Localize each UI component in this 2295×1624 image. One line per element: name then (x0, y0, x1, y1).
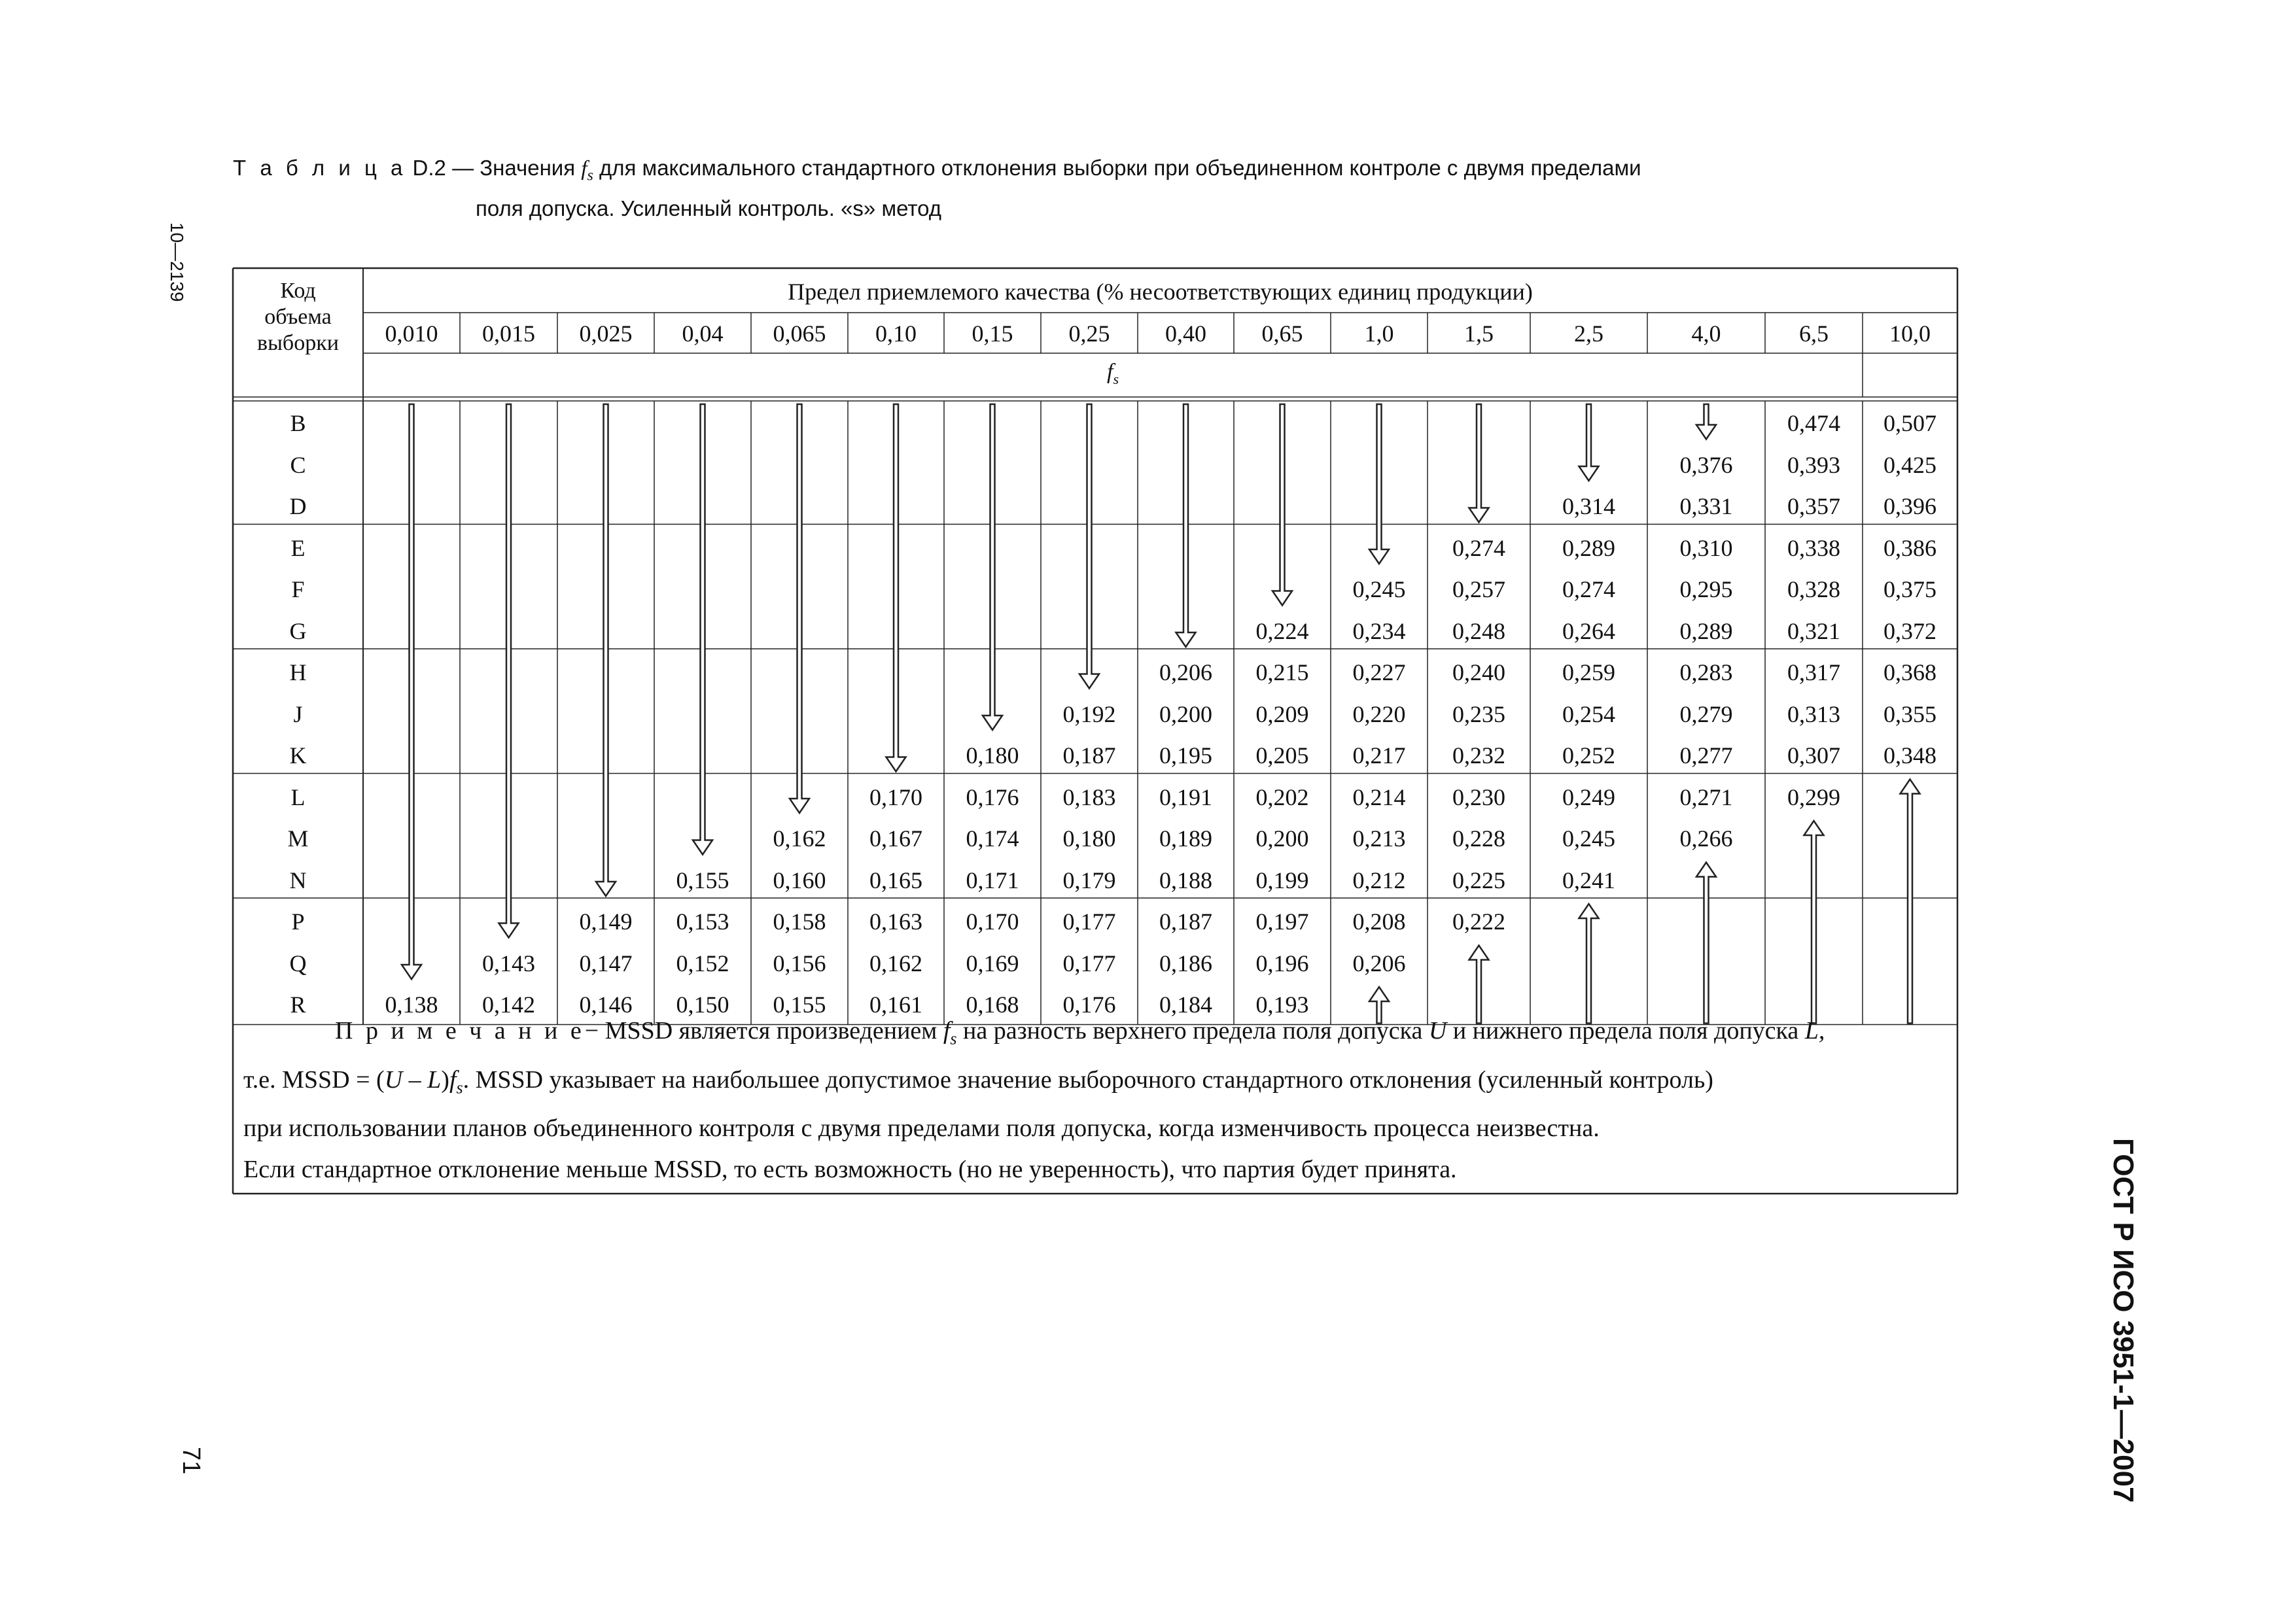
fs-value: 0,248 (1452, 617, 1505, 644)
fs-value: 0,254 (1562, 700, 1615, 727)
code-label: R (290, 992, 306, 1018)
fs-value: 0,161 (869, 992, 922, 1018)
code-label: J (293, 700, 303, 727)
fs-value: 0,200 (1255, 825, 1309, 852)
fs-value: 0,142 (482, 992, 535, 1018)
code-label: K (289, 742, 307, 769)
fs-value: 0,174 (966, 825, 1019, 852)
fs-value: 0,187 (1159, 908, 1212, 935)
fs-value: 0,196 (1255, 950, 1309, 976)
down-arrow (1469, 404, 1489, 523)
fs-value: 0,245 (1352, 576, 1406, 602)
code-label: Q (289, 950, 307, 976)
down-arrow (402, 404, 421, 979)
fs-value: 0,249 (1562, 784, 1615, 810)
fs-value: 0,277 (1679, 742, 1733, 769)
fs-value: 0,310 (1679, 534, 1733, 561)
fs-value: 0,317 (1787, 659, 1840, 685)
fs-value: 0,177 (1062, 908, 1116, 935)
down-arrow (693, 404, 712, 855)
fs-value: 0,193 (1255, 992, 1309, 1018)
caption-label: Т а б л и ц а (233, 156, 407, 180)
fs-value: 0,212 (1352, 867, 1406, 893)
fs-value: 0,149 (579, 908, 633, 935)
fs-value: 0,274 (1562, 576, 1615, 602)
fs-value: 0,152 (676, 950, 729, 976)
fs-value: 0,217 (1352, 742, 1406, 769)
fs-value: 0,170 (966, 908, 1019, 935)
fs-value: 0,376 (1679, 451, 1733, 478)
note-line-2: т.е. MSSD = $(U - L)f_s$. MSSD указывает на наибольшее допустимое значение выборочного стандартного отклонения (усиленный контроль) (243, 1065, 1713, 1097)
fs-value: 0,208 (1352, 908, 1406, 935)
fs-value: 0,230 (1452, 784, 1505, 810)
fs-value: 0,184 (1159, 992, 1212, 1018)
fs-value: 0,232 (1452, 742, 1505, 769)
note-line-4: Если стандартное отклонение меньше MSSD, то есть возможность (но не уверенность), что партия будет принята. (243, 1156, 1457, 1184)
aql-value: 6,5 (1799, 320, 1829, 347)
fs-value: 0,321 (1787, 617, 1840, 644)
fs-value: 0,170 (869, 784, 922, 810)
fs-value: 0,167 (869, 825, 922, 852)
fs-value: 0,177 (1062, 950, 1116, 976)
fs-value: 0,206 (1352, 950, 1406, 976)
code-label: G (289, 617, 307, 644)
fs-value: 0,396 (1883, 493, 1936, 519)
fs-value: 0,289 (1679, 617, 1733, 644)
fs-value: 0,200 (1159, 700, 1212, 727)
caption-line-2: поля допуска. Усиленный контроль. «s» метод (476, 196, 942, 220)
code-label: D (289, 493, 307, 519)
fs-value: 0,160 (773, 867, 826, 893)
fs-value: 0,368 (1883, 659, 1936, 685)
up-arrow (1804, 821, 1824, 1024)
fs-value: 0,202 (1255, 784, 1309, 810)
fs-value: 0,279 (1679, 700, 1733, 727)
fs-value: 0,183 (1062, 784, 1116, 810)
aql-value: 2,5 (1574, 320, 1603, 347)
fs-value: 0,195 (1159, 742, 1212, 769)
fs-value: 0,186 (1159, 950, 1212, 976)
fs-value: 0,169 (966, 950, 1019, 976)
code-label: M (287, 825, 309, 852)
fs-value: 0,180 (966, 742, 1019, 769)
down-arrow (790, 404, 809, 813)
fs-value: 0,209 (1255, 700, 1309, 727)
aql-value: 0,025 (579, 320, 633, 347)
fs-value: 0,372 (1883, 617, 1936, 644)
fs-value: 0,235 (1452, 700, 1505, 727)
fs-value: 0,228 (1452, 825, 1505, 852)
fs-value: 0,355 (1883, 700, 1936, 727)
fs-value: 0,153 (676, 908, 729, 935)
fs-value: 0,264 (1562, 617, 1615, 644)
up-arrow (1696, 863, 1716, 1024)
aql-value: 1,0 (1364, 320, 1394, 347)
row-header: Код объема выборки (257, 279, 339, 355)
fs-value: 0,240 (1452, 659, 1505, 685)
fs-value: 0,234 (1352, 617, 1406, 644)
aql-value: 0,15 (972, 320, 1013, 347)
fs-value: 0,313 (1787, 700, 1840, 727)
down-arrow (499, 404, 519, 938)
fs-value: 0,187 (1062, 742, 1116, 769)
fs-value: 0,155 (676, 867, 729, 893)
fs-value: 0,314 (1562, 493, 1615, 519)
code-label: B (290, 410, 306, 436)
fs-value: 0,259 (1562, 659, 1615, 685)
fs-value: 0,156 (773, 950, 826, 976)
fs-value: 0,215 (1255, 659, 1309, 685)
fs-value: 0,220 (1352, 700, 1406, 727)
fs-value: 0,328 (1787, 576, 1840, 602)
fs-value: 0,224 (1255, 617, 1309, 644)
fs-value: 0,162 (869, 950, 922, 976)
fs-value: 0,307 (1787, 742, 1840, 769)
fs-value: 0,507 (1883, 410, 1936, 436)
fs-value: 0,425 (1883, 451, 1936, 478)
fs-value: 0,266 (1679, 825, 1733, 852)
aql-value: 4,0 (1691, 320, 1721, 347)
fs-value: 0,295 (1679, 576, 1733, 602)
down-arrow (1579, 404, 1599, 481)
code-label: L (290, 784, 306, 810)
fs-value: 0,348 (1883, 742, 1936, 769)
group-header: Предел приемлемого качества (% несоответствующих единиц продукции) (788, 279, 1533, 305)
fs-value: 0,138 (385, 992, 438, 1018)
aql-value: 0,40 (1165, 320, 1206, 347)
fs-value: 0,162 (773, 825, 826, 852)
fs-value: 0,338 (1787, 534, 1840, 561)
fs-value: 0,147 (579, 950, 633, 976)
down-arrow (1176, 404, 1196, 647)
fs-value: 0,179 (1062, 867, 1116, 893)
fs-value: 0,214 (1352, 784, 1406, 810)
code-label: P (291, 908, 305, 935)
fs-value: 0,252 (1562, 742, 1615, 769)
fs-value: 0,357 (1787, 493, 1840, 519)
aql-value: 0,25 (1068, 320, 1110, 347)
note-line-1: П р и м е ч а н и е− MSSD является произведением $f_s$ на разность верхнего предела поля допуска U и нижнего предела поля допуска L, (335, 1017, 1825, 1048)
fs-value: 0,386 (1883, 534, 1936, 561)
table-note (243, 1011, 1948, 1190)
fs-value: 0,283 (1679, 659, 1733, 685)
fs-value: 0,474 (1787, 410, 1840, 436)
fs-value: 0,192 (1062, 700, 1116, 727)
fs-value: 0,189 (1159, 825, 1212, 852)
up-arrow (1901, 780, 1920, 1024)
up-arrow (1579, 904, 1599, 1024)
fs-value: 0,191 (1159, 784, 1212, 810)
fs-value: 0,176 (1062, 992, 1116, 1018)
down-arrow (983, 404, 1002, 730)
fs-value: 0,257 (1452, 576, 1505, 602)
fs-value: 0,165 (869, 867, 922, 893)
fs-value: 0,143 (482, 950, 535, 976)
fs-value: 0,289 (1562, 534, 1615, 561)
caption-text-1: для максимального стандартного отклонения выборки при объединенном контроле с двумя пределами (599, 156, 1641, 180)
fs-value: 0,299 (1787, 784, 1840, 810)
fs-value: 0,225 (1452, 867, 1505, 893)
fs-value: 0,213 (1352, 825, 1406, 852)
down-arrow (886, 404, 906, 772)
code-label: F (291, 576, 305, 602)
fs-value: 0,271 (1679, 784, 1733, 810)
fs-value: 0,274 (1452, 534, 1505, 561)
fs-value: 0,245 (1562, 825, 1615, 852)
fs-value: 0,375 (1883, 576, 1936, 602)
fs-value: 0,155 (773, 992, 826, 1018)
fs-value: 0,158 (773, 908, 826, 935)
fs-value: 0,222 (1452, 908, 1505, 935)
down-arrow (596, 404, 616, 896)
fs-value: 0,171 (966, 867, 1019, 893)
fs-value: 0,163 (869, 908, 922, 935)
aql-value: 0,65 (1261, 320, 1303, 347)
code-label: E (290, 534, 306, 561)
caption-number: D.2 — Значения (412, 156, 576, 180)
down-arrow (1079, 404, 1099, 689)
aql-value: 0,015 (482, 320, 535, 347)
fs-value: 0,197 (1255, 908, 1309, 935)
note-line-3: при использовании планов объединенного контроля с двумя пределами поля допуска, когда изменчивость процесса неизвестна. (243, 1114, 1600, 1143)
fs-value: 0,199 (1255, 867, 1309, 893)
fs-value: 0,206 (1159, 659, 1212, 685)
aql-value: 0,065 (773, 320, 826, 347)
aql-value: 0,04 (682, 320, 724, 347)
down-arrow (1272, 404, 1292, 606)
fs-header: $f_s$ (1106, 360, 1119, 387)
aql-value: 1,5 (1464, 320, 1494, 347)
aql-value: 0,010 (385, 320, 438, 347)
aql-value: 10,0 (1889, 320, 1931, 347)
fs-value: 0,241 (1562, 867, 1615, 893)
fs-value: 0,176 (966, 784, 1019, 810)
fs-value: 0,180 (1062, 825, 1116, 852)
caption-symbol: $f_s$ (581, 157, 593, 184)
page-code: 10—2139 (167, 222, 187, 302)
code-label: C (290, 451, 306, 478)
fs-value: 0,146 (579, 992, 633, 1018)
aql-value: 0,10 (875, 320, 917, 347)
fs-value: 0,205 (1255, 742, 1309, 769)
code-label: H (289, 659, 307, 685)
fs-value: 0,150 (676, 992, 729, 1018)
fs-value: 0,168 (966, 992, 1019, 1018)
fs-value: 0,331 (1679, 493, 1733, 519)
standard-designation: ГОСТ Р ИСО 3951-1—2007 (2107, 1138, 2139, 1503)
fs-value: 0,188 (1159, 867, 1212, 893)
code-label: N (289, 867, 307, 893)
down-arrow (1369, 404, 1389, 564)
page-number: 71 (177, 1447, 205, 1475)
fs-value: 0,393 (1787, 451, 1840, 478)
down-arrow (1696, 404, 1716, 440)
fs-value: 0,227 (1352, 659, 1406, 685)
